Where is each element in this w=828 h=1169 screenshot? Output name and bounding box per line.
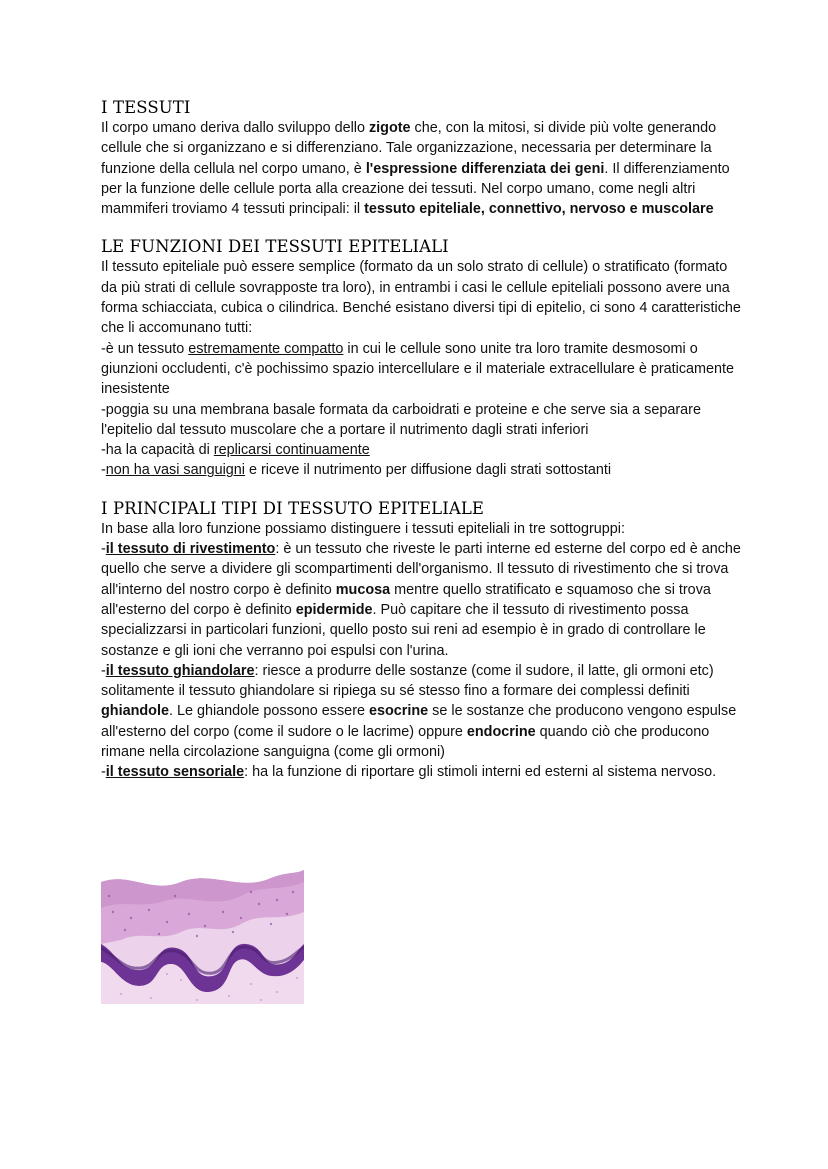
section-tipi bbox=[101, 499, 741, 783]
bold-term-tessuti: tessuto epiteliale, connettivo, nervoso e muscolare bbox=[364, 201, 714, 218]
characteristic-1 bbox=[101, 339, 741, 400]
text-run: che, con la mitosi, si divide più volte generando cellule che si organizzano e si differenziano. Tale organizzazione, necessaria per determinare la funzione della cellula nel corpo umano, è bbox=[101, 120, 717, 177]
heading-tipi: I PRINCIPALI TIPI DI TESSUTO EPITELIALE bbox=[101, 498, 485, 518]
text-run: Il corpo umano deriva dallo sviluppo dello bbox=[101, 120, 369, 136]
term-sensoriale: il tessuto sensoriale bbox=[105, 764, 245, 781]
paragraph-tipi-intro: In base alla loro funzione possiamo distinguere i tessuti epiteliali in tre sottogruppi: bbox=[101, 520, 625, 537]
text-run: - bbox=[101, 662, 106, 679]
type-sensoriale bbox=[101, 762, 741, 782]
bold-term-epidermide: epidermide bbox=[295, 601, 373, 618]
section-tessuti bbox=[101, 98, 741, 219]
text-run: : ha la funzione di riportare gli stimoli interni ed esterni al sistema nervoso. bbox=[244, 764, 717, 781]
bold-term-espressione: l'espressione differenziata dei geni bbox=[365, 160, 605, 177]
text-run: . Le ghiandole possono essere bbox=[168, 703, 369, 720]
text-run: . Il differenziamento per la funzione delle cellule porta alla creazione dei tessuti. Nel corpo umano, come negli altri mammiferi troviamo 4 tessuti principali: il bbox=[101, 160, 730, 218]
text-run: e riceve il nutrimento per diffusione dagli strati sottostanti bbox=[245, 462, 612, 479]
type-rivestimento bbox=[101, 539, 741, 661]
text-run: in cui le cellule sono unite tra loro tramite desmosomi o giunzioni occludenti, c'è pochissimo spazio intercellulare e il materiale extracellulare è praticamente inesistente bbox=[101, 340, 735, 398]
text-run: quando ciò che producono rimane nella circolazione sanguigna (come gli ormoni) bbox=[101, 723, 710, 761]
text-run: - bbox=[101, 541, 106, 558]
underlined-term: estremamente compatto bbox=[188, 340, 344, 357]
heading-tessuti: I TESSUTI bbox=[101, 98, 191, 117]
term-rivestimento: il tessuto di rivestimento bbox=[105, 541, 276, 558]
text-run: - bbox=[101, 764, 106, 781]
underlined-term: replicarsi continuamente bbox=[213, 442, 370, 459]
characteristic-2: -poggia su una membrana basale formata da carboidrati e proteine e che serve sia a separare l'epitelio dal tessuto muscolare che a portare il nutrimento dagli strati inferiori bbox=[101, 401, 701, 438]
text-run: - bbox=[101, 462, 106, 479]
bold-term-zigote: zigote bbox=[368, 120, 411, 136]
underlined-term: non ha vasi sanguigni bbox=[105, 462, 246, 479]
text-run: -è un tessuto bbox=[101, 340, 189, 357]
term-ghiandolare: il tessuto ghiandolare bbox=[105, 662, 255, 679]
paragraph-funzioni-intro: Il tessuto epiteliale può essere semplice (formato da un solo strato di cellule) o stratificato (formato da più strati di cellule sovrapposte tra loro), in entrambi i casi le cellule epiteliali possono avere una forma schiacciata, cubica o cilindrica. Benché esistano diversi tipi di epitelio, ci sono 4 caratteristiche che li accomunano tutti: bbox=[101, 259, 741, 337]
characteristic-4 bbox=[101, 460, 741, 480]
paragraph-tessuti bbox=[101, 118, 741, 219]
text-run: se le sostanze che producono vengono espulse all'esterno del corpo (come il sudore o le lacrime) oppure bbox=[101, 703, 737, 740]
bold-term-esocrine: esocrine bbox=[368, 703, 429, 720]
text-run: -ha la capacità di bbox=[101, 442, 214, 459]
document-page bbox=[101, 98, 741, 801]
bold-term-mucosa: mucosa bbox=[335, 581, 391, 598]
bold-term-endocrine: endocrine bbox=[466, 723, 536, 740]
text-run: : riesce a produrre delle sostanze (come il sudore, il latte, gli ormoni etc) solitamente il tessuto ghiandolare si ripiega su sé stesso fino a formare dei complessi definiti bbox=[101, 662, 714, 700]
heading-funzioni: LE FUNZIONI DEI TESSUTI EPITELIALI bbox=[101, 237, 449, 257]
epithelial-tissue-micrograph-icon bbox=[101, 852, 304, 1004]
bold-term-ghiandole: ghiandole bbox=[101, 703, 169, 720]
text-run: : è un tessuto che riveste le parti interne ed esterne del corpo ed è anche quello che serve a dividere gli scompartimenti dell'organismo. Il tessuto di rivestimento che si trova all'interno del nostro corpo è definito bbox=[101, 541, 741, 598]
text-run: mentre quello stratificato e squamoso che si trova all'esterno del corpo è definito bbox=[101, 581, 711, 618]
type-ghiandolare bbox=[101, 661, 741, 762]
characteristic-3 bbox=[101, 440, 741, 460]
section-funzioni bbox=[101, 237, 741, 480]
text-run: . Può capitare che il tessuto di rivestimento possa specializzarsi in particolari funzioni, quello posto sui reni ad esempio è in grado di controllare le sostanze e gli ioni che verranno poi espulsi con l'urina. bbox=[101, 601, 706, 659]
